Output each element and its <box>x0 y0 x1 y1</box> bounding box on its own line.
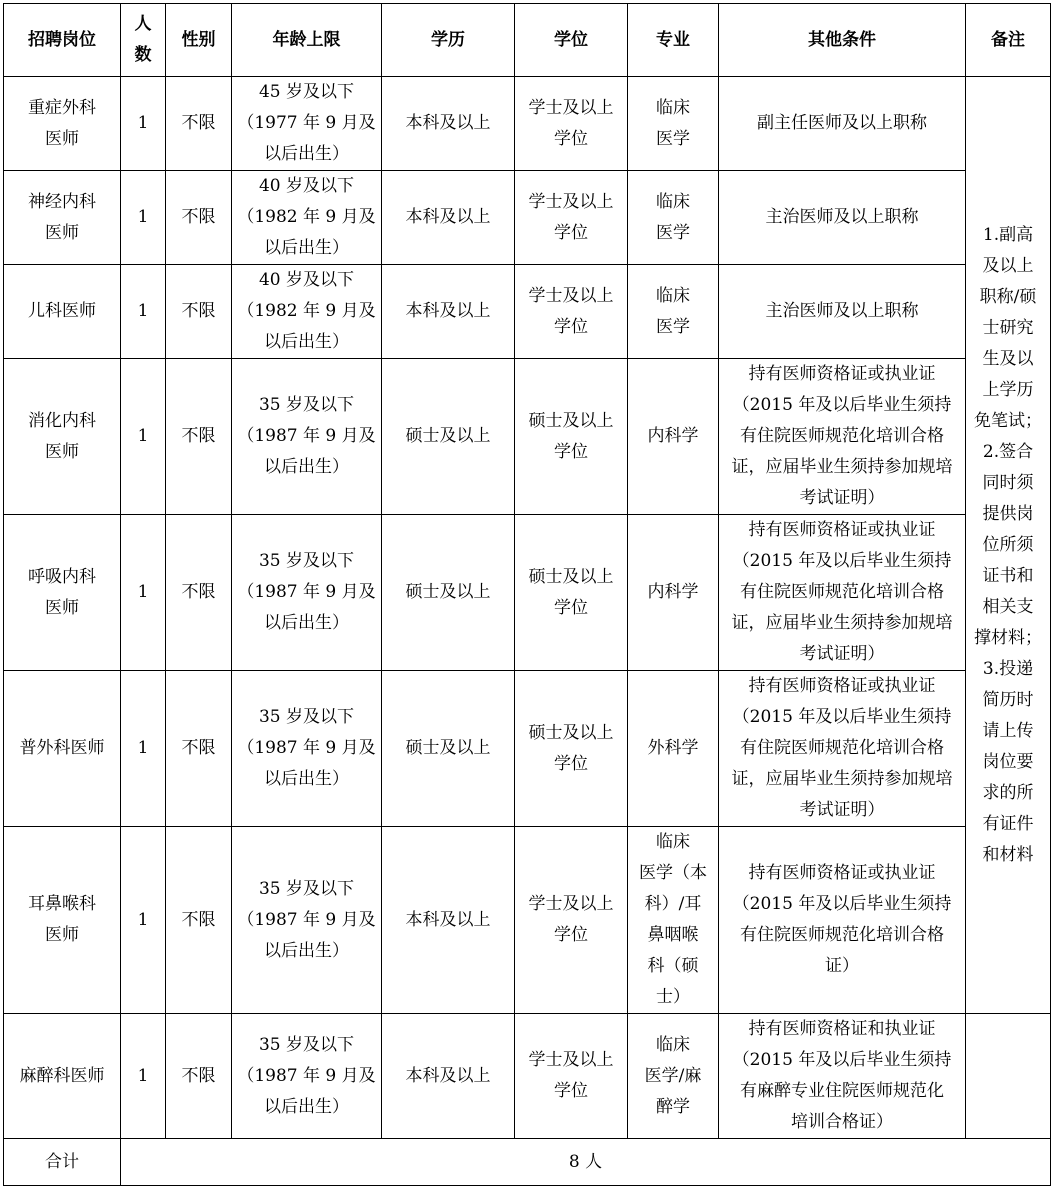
cell-education: 本科及以上 <box>382 77 515 171</box>
cell-age: 45 岁及以下 （1977 年 9 月及 以后出生） <box>232 77 382 171</box>
cell-gender: 不限 <box>166 671 232 827</box>
cell-position: 重症外科 医师 <box>4 77 121 171</box>
cell-degree: 硕士及以上 学位 <box>515 515 628 671</box>
cell-education: 硕士及以上 <box>382 671 515 827</box>
cell-major: 临床 医学 <box>628 77 719 171</box>
cell-other: 持有医师资格证或执业证 （2015 年及以后毕业生须持 有住院医师规范化培训合格 证） <box>719 827 966 1014</box>
cell-education: 硕士及以上 <box>382 359 515 515</box>
total-label: 合计 <box>4 1139 121 1186</box>
header-major: 专业 <box>628 4 719 77</box>
cell-education: 本科及以上 <box>382 827 515 1014</box>
cell-major: 临床 医学 <box>628 265 719 359</box>
cell-other: 持有医师资格证或执业证 （2015 年及以后毕业生须持 有住院医师规范化培训合格 证，应届毕业生须持参加规培 考试证明） <box>719 359 966 515</box>
cell-major: 临床 医学 <box>628 171 719 265</box>
cell-age: 40 岁及以下 （1982 年 9 月及 以后出生） <box>232 171 382 265</box>
cell-count: 1 <box>121 827 166 1014</box>
cell-position: 消化内科 医师 <box>4 359 121 515</box>
table-row <box>4 827 1051 1014</box>
table-row <box>4 515 1051 671</box>
cell-age: 35 岁及以下 （1987 年 9 月及 以后出生） <box>232 827 382 1014</box>
cell-degree: 学士及以上 学位 <box>515 171 628 265</box>
table-row <box>4 77 1051 171</box>
cell-age: 40 岁及以下 （1982 年 9 月及 以后出生） <box>232 265 382 359</box>
cell-position: 神经内科 医师 <box>4 171 121 265</box>
table-header-row <box>4 4 1051 77</box>
cell-gender: 不限 <box>166 827 232 1014</box>
cell-gender: 不限 <box>166 265 232 359</box>
cell-age: 35 岁及以下 （1987 年 9 月及 以后出生） <box>232 671 382 827</box>
table-row <box>4 671 1051 827</box>
cell-degree: 学士及以上 学位 <box>515 265 628 359</box>
cell-remark-empty <box>966 1014 1051 1139</box>
total-value: 8 人 <box>121 1139 1051 1186</box>
table-row <box>4 359 1051 515</box>
cell-other: 持有医师资格证或执业证 （2015 年及以后毕业生须持 有住院医师规范化培训合格 证，应届毕业生须持参加规培 考试证明） <box>719 515 966 671</box>
cell-age: 35 岁及以下 （1987 年 9 月及 以后出生） <box>232 515 382 671</box>
cell-gender: 不限 <box>166 515 232 671</box>
total-row <box>4 1139 1051 1186</box>
header-count: 人 数 <box>121 4 166 77</box>
cell-gender: 不限 <box>166 1014 232 1139</box>
cell-education: 本科及以上 <box>382 265 515 359</box>
cell-age: 35 岁及以下 （1987 年 9 月及 以后出生） <box>232 359 382 515</box>
cell-count: 1 <box>121 171 166 265</box>
cell-remark: 1.副高 及以上 职称/硕 士研究 生及以 上学历 免笔试； 2.签合 同时须 提供岗 位所须 证书和 相关支 撑材料； 3.投递 简历时 请上传 岗位要 求的所 有证件 和材料 <box>966 77 1051 1014</box>
cell-other: 持有医师资格证或执业证 （2015 年及以后毕业生须持 有住院医师规范化培训合格 证，应届毕业生须持参加规培 考试证明） <box>719 671 966 827</box>
cell-degree: 学士及以上 学位 <box>515 827 628 1014</box>
cell-education: 本科及以上 <box>382 1014 515 1139</box>
cell-degree: 硕士及以上 学位 <box>515 359 628 515</box>
header-education: 学历 <box>382 4 515 77</box>
cell-other: 副主任医师及以上职称 <box>719 77 966 171</box>
cell-gender: 不限 <box>166 359 232 515</box>
cell-major: 内科学 <box>628 515 719 671</box>
cell-major: 临床 医学/麻 醉学 <box>628 1014 719 1139</box>
cell-position: 儿科医师 <box>4 265 121 359</box>
cell-age: 35 岁及以下 （1987 年 9 月及 以后出生） <box>232 1014 382 1139</box>
table-row <box>4 1014 1051 1139</box>
cell-major: 外科学 <box>628 671 719 827</box>
cell-count: 1 <box>121 515 166 671</box>
cell-major: 内科学 <box>628 359 719 515</box>
cell-count: 1 <box>121 359 166 515</box>
cell-count: 1 <box>121 671 166 827</box>
cell-degree: 硕士及以上 学位 <box>515 671 628 827</box>
cell-other: 主治医师及以上职称 <box>719 171 966 265</box>
table-row <box>4 171 1051 265</box>
cell-position: 普外科医师 <box>4 671 121 827</box>
header-degree: 学位 <box>515 4 628 77</box>
cell-position: 麻醉科医师 <box>4 1014 121 1139</box>
cell-education: 本科及以上 <box>382 171 515 265</box>
header-remark: 备注 <box>966 4 1051 77</box>
cell-position: 耳鼻喉科 医师 <box>4 827 121 1014</box>
cell-major: 临床 医学（本 科）/耳 鼻咽喉 科（硕 士） <box>628 827 719 1014</box>
header-gender: 性别 <box>166 4 232 77</box>
cell-other: 持有医师资格证和执业证 （2015 年及以后毕业生须持 有麻醉专业住院医师规范化 培训合格证） <box>719 1014 966 1139</box>
cell-position: 呼吸内科 医师 <box>4 515 121 671</box>
table-row <box>4 265 1051 359</box>
header-position: 招聘岗位 <box>4 4 121 77</box>
cell-count: 1 <box>121 77 166 171</box>
cell-degree: 学士及以上 学位 <box>515 1014 628 1139</box>
cell-other: 主治医师及以上职称 <box>719 265 966 359</box>
recruitment-table <box>3 3 1051 1186</box>
header-other: 其他条件 <box>719 4 966 77</box>
cell-education: 硕士及以上 <box>382 515 515 671</box>
cell-gender: 不限 <box>166 77 232 171</box>
cell-gender: 不限 <box>166 171 232 265</box>
cell-count: 1 <box>121 265 166 359</box>
header-age: 年龄上限 <box>232 4 382 77</box>
cell-count: 1 <box>121 1014 166 1139</box>
cell-degree: 学士及以上 学位 <box>515 77 628 171</box>
